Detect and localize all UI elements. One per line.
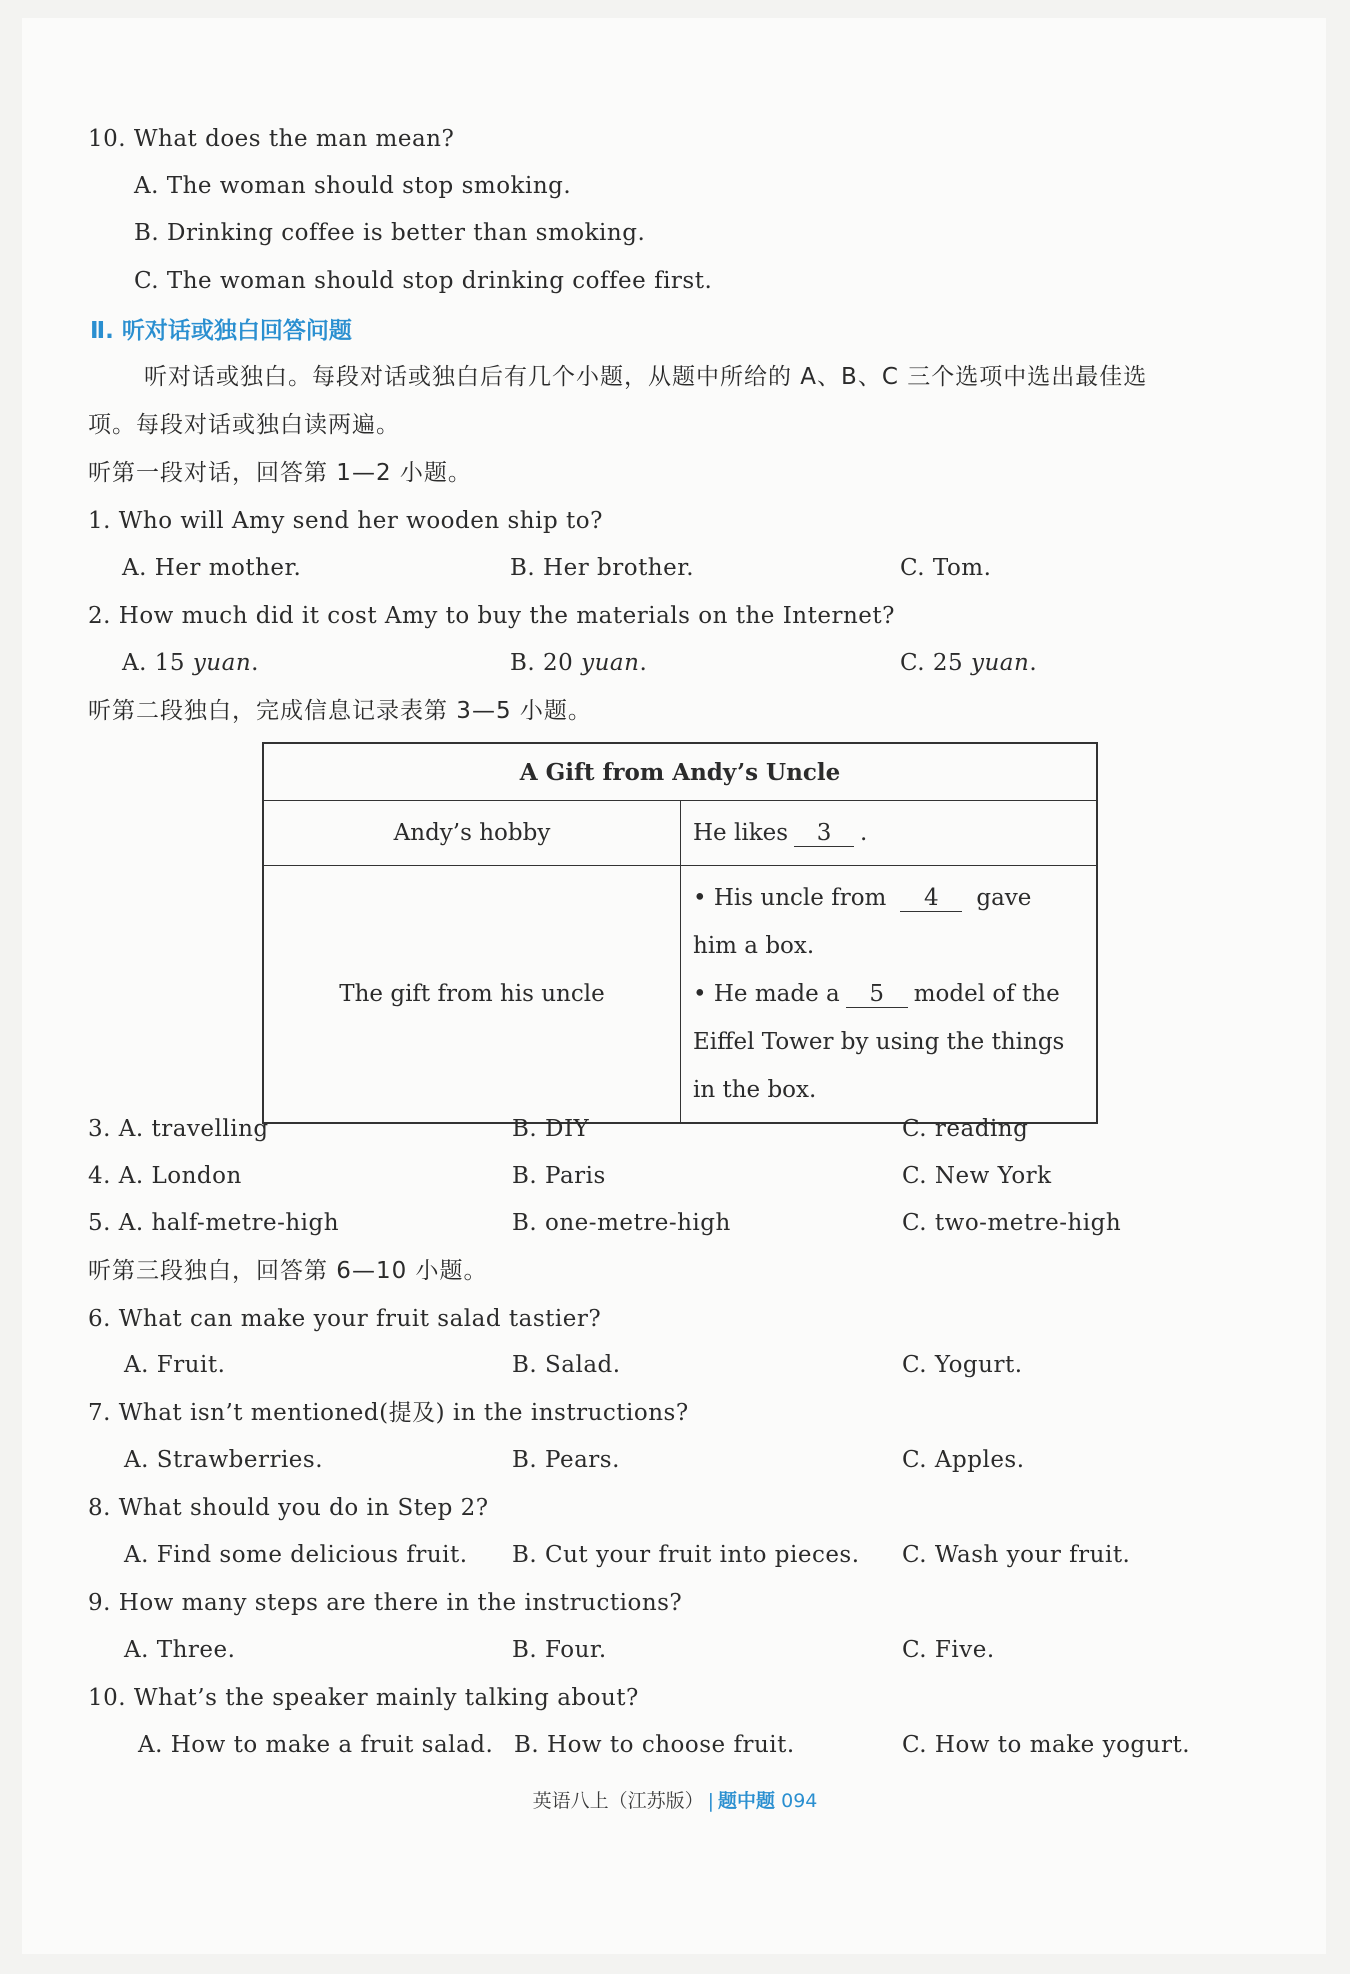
blank-4: 4	[900, 885, 962, 912]
q10-option-b: B. How to choose fruit.	[514, 1732, 795, 1758]
q1-question: 1. Who will Amy send her wooden ship to?	[88, 508, 603, 534]
info-record-table	[262, 742, 1098, 1124]
q10-question: 10. What’s the speaker mainly talking about?	[88, 1685, 639, 1711]
table-title: A Gift from Andy’s Uncle	[263, 743, 1097, 801]
q10-prev-option-c: C. The woman should stop drinking coffee first.	[134, 268, 713, 294]
q9-option-b: B. Four.	[512, 1637, 607, 1663]
q8-option-c: C. Wash your fruit.	[902, 1542, 1131, 1568]
q10-prev-option-a: A. The woman should stop smoking.	[134, 173, 572, 199]
q7-option-b: B. Pears.	[512, 1447, 620, 1473]
q10-prev-option-b: B. Drinking coffee is better than smoking.	[134, 220, 646, 246]
section-instruction-line1: 听对话或独白。每段对话或独白后有几个小题，从题中所给的 A、B、C 三个选项中选出最佳选	[144, 364, 1148, 390]
q7-option-a: A. Strawberries.	[124, 1447, 324, 1473]
blank-5: 5	[846, 981, 908, 1008]
q10-option-c: C. How to make yogurt.	[902, 1732, 1191, 1758]
row-hobby-label: Andy’s hobby	[263, 801, 681, 866]
section-heading: Ⅱ. 听对话或独白回答问题	[90, 318, 352, 344]
q1-option-c: C. Tom.	[900, 555, 992, 581]
q4-option-b: B. Paris	[512, 1163, 606, 1189]
q6-option-a: A. Fruit.	[124, 1352, 226, 1378]
part2-intro: 听第二段独白，完成信息记录表第 3—5 小题。	[88, 698, 592, 724]
section-instruction-line2: 项。每段对话或独白读两遍。	[88, 412, 400, 438]
q2-option-a: A. 15 yuan.	[122, 650, 259, 676]
row-gift-value: • His uncle from 4 gave him a box. • He made a 5 model of the Eiffel Tower by using the things in the box.	[681, 866, 1098, 1124]
footer-series: 题中题	[718, 1790, 776, 1812]
q9-question: 9. How many steps are there in the instructions?	[88, 1590, 683, 1616]
q4-option-a: 4. A. London	[88, 1163, 242, 1189]
q5-option-b: B. one-metre-high	[512, 1210, 731, 1236]
footer-book-title: 英语八上（江苏版）	[532, 1790, 704, 1812]
q1-option-a: A. Her mother.	[122, 555, 302, 581]
q10-option-a: A. How to make a fruit salad.	[138, 1732, 494, 1758]
q5-option-a: 5. A. half-metre-high	[88, 1210, 340, 1236]
footer-separator: |	[707, 1790, 715, 1812]
q7-question: 7. What isn’t mentioned(提及) in the instructions?	[88, 1400, 689, 1426]
q1-option-b: B. Her brother.	[510, 555, 695, 581]
part1-intro: 听第一段对话，回答第 1—2 小题。	[88, 460, 472, 486]
page-number: 094	[781, 1790, 818, 1812]
q8-option-a: A. Find some delicious fruit.	[124, 1542, 468, 1568]
row-gift-label: The gift from his uncle	[263, 866, 681, 1124]
q3-option-c: C. reading	[902, 1116, 1029, 1142]
q6-option-b: B. Salad.	[512, 1352, 621, 1378]
q2-question: 2. How much did it cost Amy to buy the materials on the Internet?	[88, 603, 895, 629]
q2-option-b: B. 20 yuan.	[510, 650, 648, 676]
q8-question: 8. What should you do in Step 2?	[88, 1495, 489, 1521]
q3-option-a: 3. A. travelling	[88, 1116, 269, 1142]
q6-question: 6. What can make your fruit salad tastier?	[88, 1306, 602, 1332]
part3-intro: 听第三段独白，回答第 6—10 小题。	[88, 1258, 488, 1284]
blank-3: 3	[794, 820, 854, 847]
q4-option-c: C. New York	[902, 1163, 1052, 1189]
q9-option-c: C. Five.	[902, 1637, 995, 1663]
q9-option-a: A. Three.	[124, 1637, 236, 1663]
q7-option-c: C. Apples.	[902, 1447, 1025, 1473]
q5-option-c: C. two-metre-high	[902, 1210, 1122, 1236]
q6-option-c: C. Yogurt.	[902, 1352, 1023, 1378]
q10-prev-question: 10. What does the man mean?	[88, 126, 455, 152]
page-footer	[0, 1786, 1350, 1816]
q2-option-c: C. 25 yuan.	[900, 650, 1038, 676]
q8-option-b: B. Cut your fruit into pieces.	[512, 1542, 860, 1568]
q3-option-b: B. DIY	[512, 1116, 590, 1142]
row-hobby-value: He likes 3 .	[681, 801, 1098, 866]
